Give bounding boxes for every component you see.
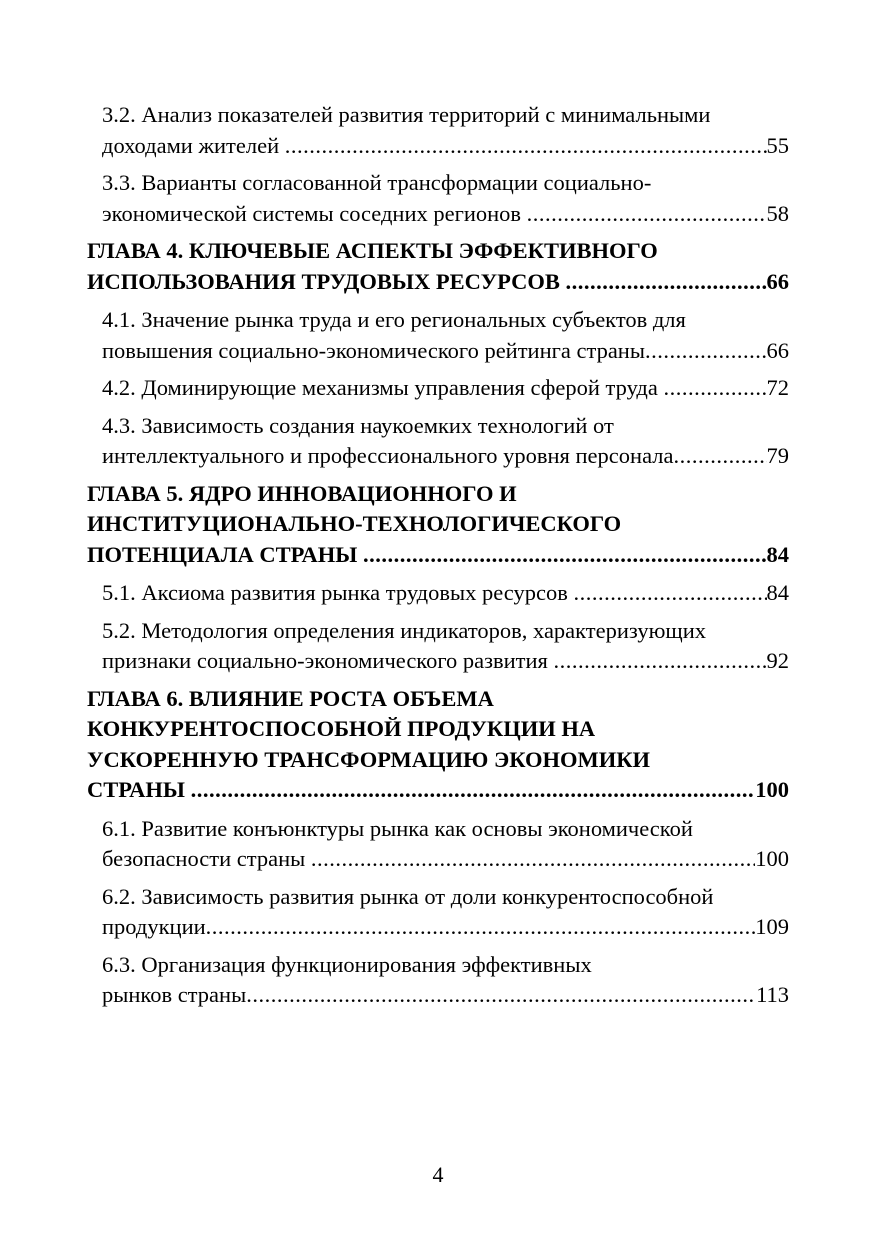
toc-entry-title-line: ГЛАВА 6. ВЛИЯНИЕ РОСТА ОБЪЕМА xyxy=(87,685,494,711)
toc-section-entry xyxy=(87,305,789,366)
toc-entry-title-end: повышения социально-экономического рейтинга страны xyxy=(102,337,645,363)
toc-page-number: 84 xyxy=(766,541,789,567)
toc-page-number: 113 xyxy=(756,982,789,1007)
toc-section-entry xyxy=(87,373,789,404)
page-number: 4 xyxy=(432,1162,444,1187)
toc-page-number: 66 xyxy=(766,268,789,294)
dot-leader xyxy=(566,267,767,298)
toc-entry-leader-line xyxy=(102,578,789,609)
toc-entry-leader-line xyxy=(102,646,789,677)
toc-entry-title-end: продукции xyxy=(102,914,206,939)
dot-leader xyxy=(554,646,767,677)
toc-entry-title-line: ИНСТИТУЦИОНАЛЬНО-ТЕХНОЛОГИЧЕСКОГО xyxy=(87,511,622,536)
toc-page-number: 100 xyxy=(755,846,789,871)
toc-entry-title-line: 4.1. Значение рынка труда и его региональных субъектов для xyxy=(102,307,686,332)
toc-entry-title-line: 3.2. Анализ показателей развития территорий с минимальными xyxy=(102,102,711,127)
toc-entry-title-line: 6.1. Развитие конъюнктуры рынка как основы экономической xyxy=(102,815,693,841)
toc-entry-title-end: признаки социально-экономического развития xyxy=(102,648,554,673)
dot-leader xyxy=(246,980,756,1011)
dot-leader xyxy=(673,441,766,472)
table-of-contents xyxy=(87,100,789,1018)
toc-entry-title-end: интеллектуального и профессионального уровня персонала xyxy=(102,443,674,468)
toc-entry-title-end: рынков страны xyxy=(102,982,247,1007)
toc-entry-leader-line xyxy=(87,267,789,298)
toc-section-entry xyxy=(87,616,789,677)
toc-entry-leader-line xyxy=(102,912,789,943)
toc-entry-title-end: доходами жителей xyxy=(102,132,285,158)
toc-entry-title-line: УСКОРЕННУЮ ТРАНСФОРМАЦИЮ ЭКОНОМИКИ xyxy=(87,746,651,772)
toc-entry-title-end: экономической системы соседних регионов xyxy=(102,200,527,226)
dot-leader xyxy=(191,775,756,806)
toc-section-entry xyxy=(87,100,789,161)
toc-entry-title-end: 5.1. Аксиома развития рынка трудовых ресурсов xyxy=(102,580,574,605)
toc-page-number: 92 xyxy=(766,648,789,673)
toc-page-number: 84 xyxy=(766,580,789,605)
toc-entry-title-line: 6.2. Зависимость развития рынка от доли конкурентоспособной xyxy=(102,883,714,909)
dot-leader xyxy=(206,912,756,943)
toc-section-entry xyxy=(87,950,789,1011)
dot-leader xyxy=(363,540,767,571)
dot-leader xyxy=(663,373,766,404)
toc-entry-title-line: 3.3. Варианты согласованной трансформации социально- xyxy=(102,170,652,195)
toc-page-number: 100 xyxy=(755,777,789,802)
toc-entry-title-end: ИСПОЛЬЗОВАНИЯ ТРУДОВЫХ РЕСУРСОВ xyxy=(87,268,566,294)
toc-entry-leader-line xyxy=(102,373,789,404)
toc-entry-title-line: ГЛАВА 5. ЯДРО ИННОВАЦИОННОГО И xyxy=(87,480,517,506)
dot-leader xyxy=(311,844,755,875)
toc-entry-leader-line xyxy=(102,199,789,230)
toc-entry-title-end: ПОТЕНЦИАЛА СТРАНЫ xyxy=(87,541,363,567)
toc-page-number: 79 xyxy=(766,443,789,468)
toc-entry-leader-line xyxy=(102,336,789,367)
toc-entry-leader-line xyxy=(102,131,789,162)
toc-section-entry xyxy=(87,882,789,943)
toc-chapter-entry xyxy=(87,236,789,297)
toc-entry-leader-line xyxy=(102,980,789,1011)
toc-entry-title-end: безопасности страны xyxy=(102,846,311,871)
dot-leader xyxy=(527,199,767,230)
toc-section-entry xyxy=(87,814,789,875)
toc-page-number: 109 xyxy=(755,914,789,939)
toc-chapter-entry xyxy=(87,479,789,571)
toc-entry-leader-line xyxy=(87,540,789,571)
toc-entry-title-line: 4.3. Зависимость создания наукоемких технологий от xyxy=(102,412,614,438)
toc-entry-title-line: КОНКУРЕНТОСПОСОБНОЙ ПРОДУКЦИИ НА xyxy=(87,716,596,741)
toc-chapter-entry xyxy=(87,684,789,806)
toc-entry-title-end: СТРАНЫ xyxy=(87,777,191,802)
toc-page-number: 58 xyxy=(766,200,789,226)
toc-entry-leader-line xyxy=(102,844,789,875)
toc-entry-leader-line xyxy=(102,441,789,472)
toc-entry-title-line: ГЛАВА 4. КЛЮЧЕВЫЕ АСПЕКТЫ ЭФФЕКТИВНОГО xyxy=(87,238,658,263)
toc-entry-leader-line xyxy=(87,775,789,806)
toc-entry-title-end: 4.2. Доминирующие механизмы управления сферой труда xyxy=(102,375,664,400)
dot-leader xyxy=(285,131,767,162)
dot-leader xyxy=(573,578,766,609)
toc-section-entry xyxy=(87,578,789,609)
dot-leader xyxy=(645,336,767,367)
toc-entry-title-line: 5.2. Методология определения индикаторов, характеризующих xyxy=(102,617,707,643)
toc-page-number: 66 xyxy=(766,337,789,363)
toc-section-entry xyxy=(87,168,789,229)
toc-section-entry xyxy=(87,411,789,472)
toc-page-number: 55 xyxy=(766,132,789,158)
toc-page-number: 72 xyxy=(766,375,789,400)
toc-entry-title-line: 6.3. Организация функционирования эффективных xyxy=(102,951,592,977)
